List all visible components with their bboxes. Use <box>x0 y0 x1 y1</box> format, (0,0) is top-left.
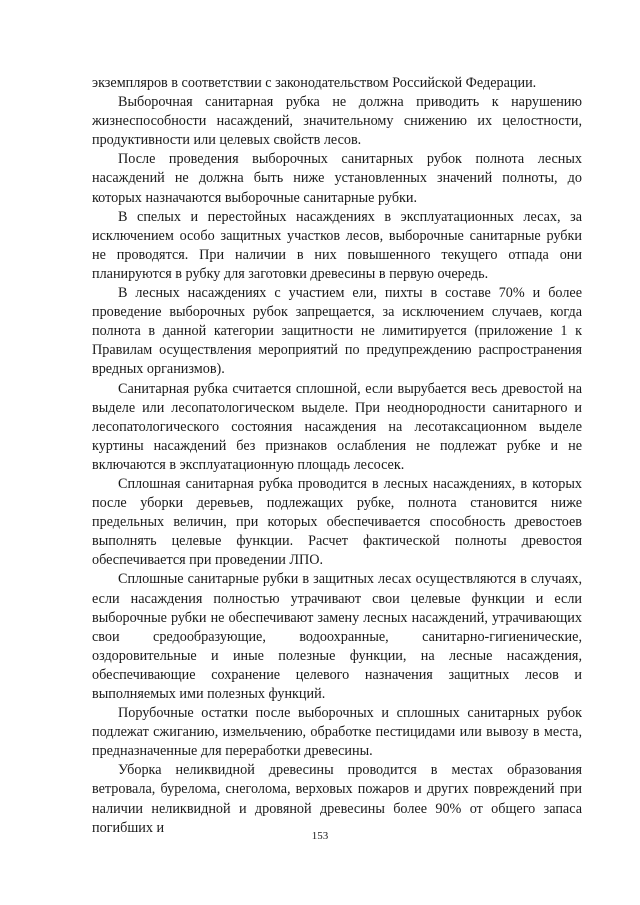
paragraph-4: В спелых и перестойных насаждениях в эксплуатационных лесах, за исключением особо защитных участков лесов, выборочные санитарные рубки не проводятся. При наличии в них повышенного текущего отпада они планируются в рубку для заготовки древесины в первую очередь. <box>92 208 582 282</box>
paragraph-2: Выборочная санитарная рубка не должна приводить к нарушению жизнеспособности насаждений, значительному снижению их целостности, продуктивности или целевых свойств лесов. <box>92 94 582 149</box>
page-number: 153 <box>311 830 329 842</box>
paragraph-9: Порубочные остатки после выборочных и сплошных санитарных рубок подлежат сжиганию, измельчению, обработке пестицидами или вывозу в места, предназначенные для переработки древесины. <box>92 705 582 760</box>
paragraph-10: Уборка неликвидной древесины проводится в местах образования ветровала, бурелома, снеголома, верховых пожаров и других повреждений при наличии неликвидной и дровяной древесины более 90% от общего запаса погибших и <box>92 762 582 836</box>
paragraph-3: После проведения выборочных санитарных рубок полнота лесных насаждений не должна быть ниже установленных значений полноты, до которых назначаются выборочные санитарные рубки. <box>92 151 582 206</box>
document-body <box>92 74 582 838</box>
paragraph-8: Сплошные санитарные рубки в защитных лесах осуществляются в случаях, если насаждения полностью утрачивают свои целевые функции и если выборочные рубки не обеспечивают замену лесных насаждений, утрачивающих свои средообразующие, водоохранные, санитарно-гигиенические, оздоровительные и иные полезные функции, на лесные насаждения, обеспечивающие сохранение целевого назначения защитных лесов и выполняемых ими полезных функций. <box>92 571 582 702</box>
paragraph-7: Сплошная санитарная рубка проводится в лесных насаждениях, в которых после уборки деревьев, подлежащих рубке, полнота становится ниже предельных величин, при которых обеспечивается способность древостоев выполнять целевые функции. Расчет фактической полноты древостоя обеспечивается при проведении ЛПО. <box>92 475 582 569</box>
paragraph-1: экземпляров в соответствии с законодательством Российской Федерации. <box>92 75 537 91</box>
paragraph-5: В лесных насаждениях с участием ели, пихты в составе 70% и более проведение выборочных рубок запрещается, за исключением случаев, когда полнота в данной категории защитности не лимитируется (приложение 1 к Правилам осуществления мероприятий по предупреждению распространения вредных организмов). <box>92 285 582 378</box>
paragraph-6: Санитарная рубка считается сплошной, если вырубается весь древостой на выделе или лесопатологическом выделе. При неоднородности санитарного и лесопатологического состояния насаждения на лесотаксационном выделе куртины насаждений без признаков ослабления не подлежат рубке и не включаются в эксплуатационную площадь лесосек. <box>92 380 582 473</box>
